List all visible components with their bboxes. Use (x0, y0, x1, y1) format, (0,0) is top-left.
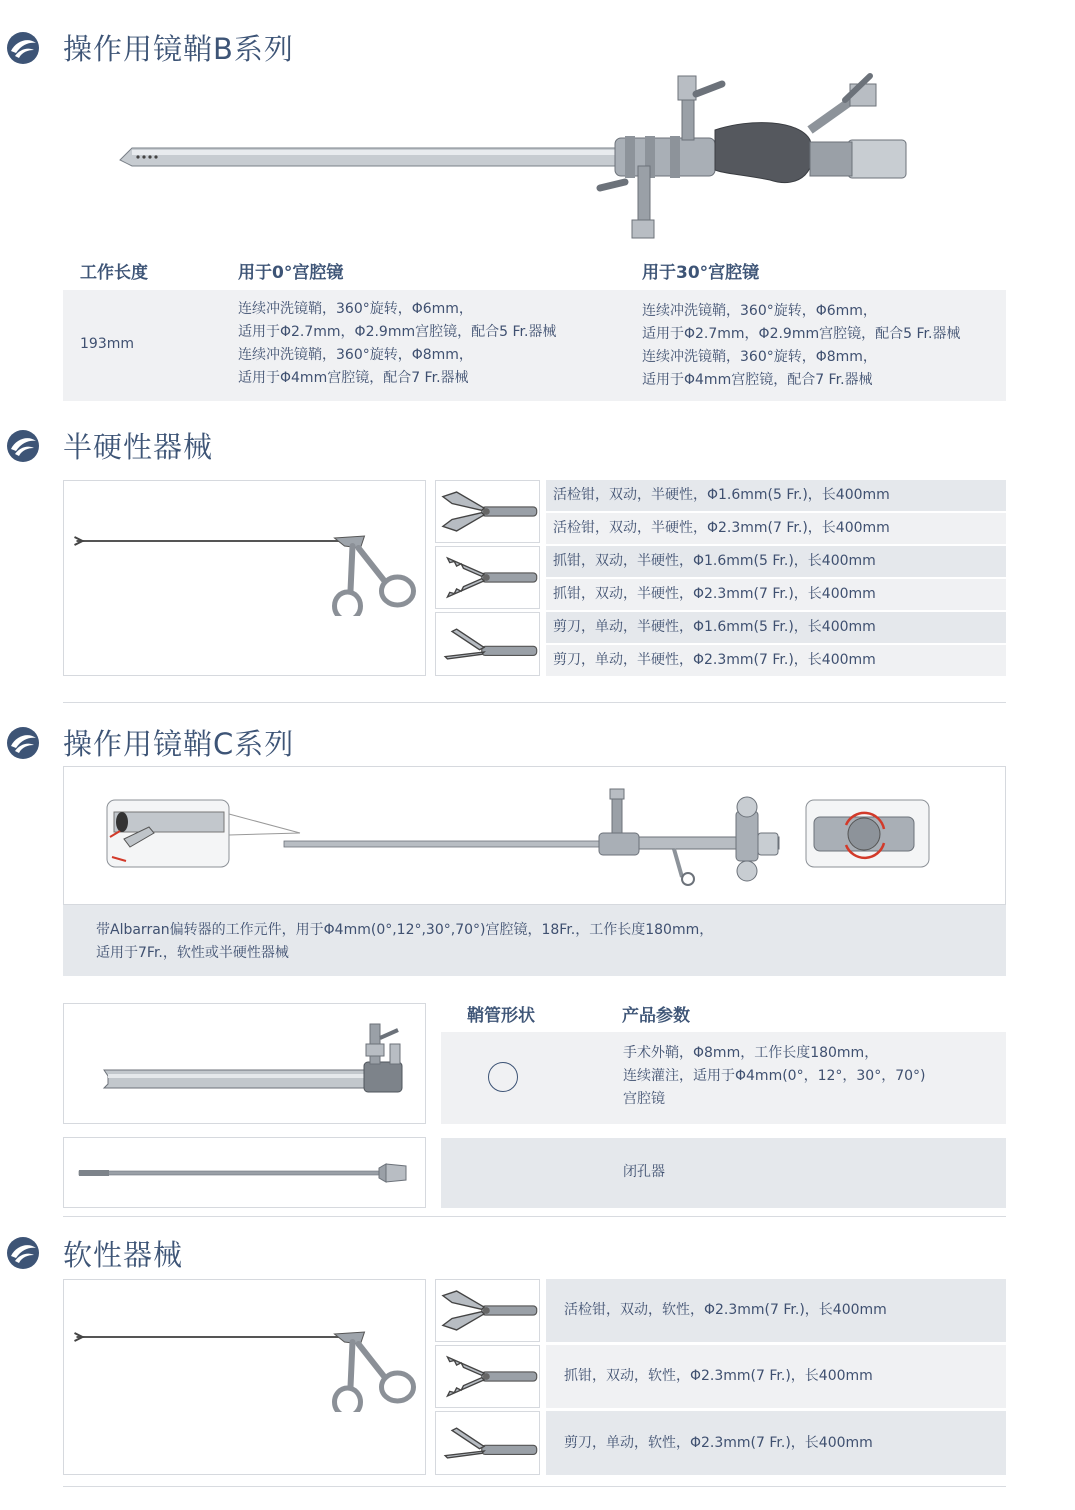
header-working-length: 工作长度 (80, 263, 148, 283)
flexible-row: 剪刀，单动，软性，Φ2.3mm(7 Fr.)，长400mm (546, 1411, 1006, 1475)
grasping-jaw-image (435, 1345, 540, 1408)
grasping-jaw-image (435, 546, 540, 609)
albarran-desc-line: 带Albarran偏转器的工作元件，用于Φ4mm(0°,12°,30°,70°)宫腔镜，18Fr.，工作长度180mm， (96, 922, 714, 938)
header-for-30-scope: 用于30°宫腔镜 (642, 263, 760, 283)
albarran-desc-line: 适用于7Fr.，软性或半硬性器械 (96, 945, 289, 961)
obturator-label: 闭孔器 (623, 1164, 665, 1180)
semi-rigid-row: 剪刀，单动，半硬性，Φ2.3mm(7 Fr.)，长400mm (546, 645, 1006, 676)
brand-mark-icon (6, 1236, 40, 1270)
obturator-image (63, 1137, 426, 1208)
flexible-row: 抓钳，双动，软性，Φ2.3mm(7 Fr.)，长400mm (546, 1345, 1006, 1408)
header-product-params: 产品参数 (622, 1006, 690, 1026)
semi-rigid-row: 剪刀，单动，半硬性，Φ1.6mm(5 Fr.)，长400mm (546, 612, 1006, 643)
scope0-line: 连续冲洗镜鞘，360°旋转，Φ6mm， (238, 301, 473, 317)
sheath-param-line: 连续灌注，适用于Φ4mm(0°，12°，30°，70°) (623, 1068, 926, 1084)
surgical-sheath-image (63, 1003, 426, 1124)
sheath-b-image (110, 70, 920, 245)
scope0-line: 连续冲洗镜鞘，360°旋转，Φ8mm， (238, 347, 473, 363)
scissors-jaw-image (435, 1411, 540, 1475)
sheath-param-line: 手术外鞘，Φ8mm，工作长度180mm， (623, 1045, 879, 1061)
brand-mark-icon (6, 726, 40, 760)
circle-shape-icon (488, 1062, 518, 1092)
semi-rigid-row: 活检钳，双动，半硬性，Φ1.6mm(5 Fr.)，长400mm (546, 480, 1006, 511)
obturator-spec (441, 1138, 1006, 1208)
scope30-line: 适用于Φ4mm宫腔镜，配合7 Fr.器械 (642, 372, 873, 388)
biopsy-jaw-image (435, 480, 540, 543)
scope30-line: 适用于Φ2.7mm，Φ2.9mm宫腔镜，配合5 Fr.器械 (642, 326, 961, 342)
header-sheath-shape: 鞘管形状 (467, 1006, 535, 1026)
divider (63, 702, 1006, 703)
section-title-semi-rigid: 半硬性器械 (63, 430, 214, 464)
semi-rigid-forceps-image (63, 480, 426, 676)
divider (63, 1216, 1006, 1217)
albarran-description (63, 905, 1006, 976)
section-title-flexible: 软性器械 (63, 1238, 184, 1272)
header-for-0-scope: 用于0°宫腔镜 (238, 263, 344, 283)
semi-rigid-row: 抓钳，双动，半硬性，Φ1.6mm(5 Fr.)，长400mm (546, 546, 1006, 577)
scope0-line: 适用于Φ4mm宫腔镜，配合7 Fr.器械 (238, 370, 469, 386)
brand-mark-icon (6, 31, 40, 65)
biopsy-jaw-image (435, 1279, 540, 1342)
sheath-param-line: 宫腔镜 (623, 1091, 665, 1107)
surgical-sheath-spec (441, 1032, 1006, 1124)
semi-rigid-row: 抓钳，双动，半硬性，Φ2.3mm(7 Fr.)，长400mm (546, 579, 1006, 610)
albarran-element-image (63, 766, 1006, 905)
scope30-line: 连续冲洗镜鞘，360°旋转，Φ8mm， (642, 349, 877, 365)
scope30-line: 连续冲洗镜鞘，360°旋转，Φ6mm， (642, 303, 877, 319)
section-title-sheath-c: 操作用镜鞘C系列 (63, 727, 295, 761)
working-length-value: 193mm (80, 336, 134, 352)
scissors-jaw-image (435, 612, 540, 676)
divider (63, 1486, 1006, 1487)
scope30-spec (642, 300, 960, 392)
section-title-sheath-b: 操作用镜鞘B系列 (63, 32, 294, 66)
brand-mark-icon (6, 429, 40, 463)
flexible-row: 活检钳，双动，软性，Φ2.3mm(7 Fr.)，长400mm (546, 1279, 1006, 1342)
flexible-forceps-image (63, 1279, 426, 1475)
scope0-spec (238, 298, 556, 390)
scope0-line: 适用于Φ2.7mm，Φ2.9mm宫腔镜，配合5 Fr.器械 (238, 324, 557, 340)
semi-rigid-row: 活检钳，双动，半硬性，Φ2.3mm(7 Fr.)，长400mm (546, 513, 1006, 544)
sheath-b-spec-row (63, 290, 1006, 401)
